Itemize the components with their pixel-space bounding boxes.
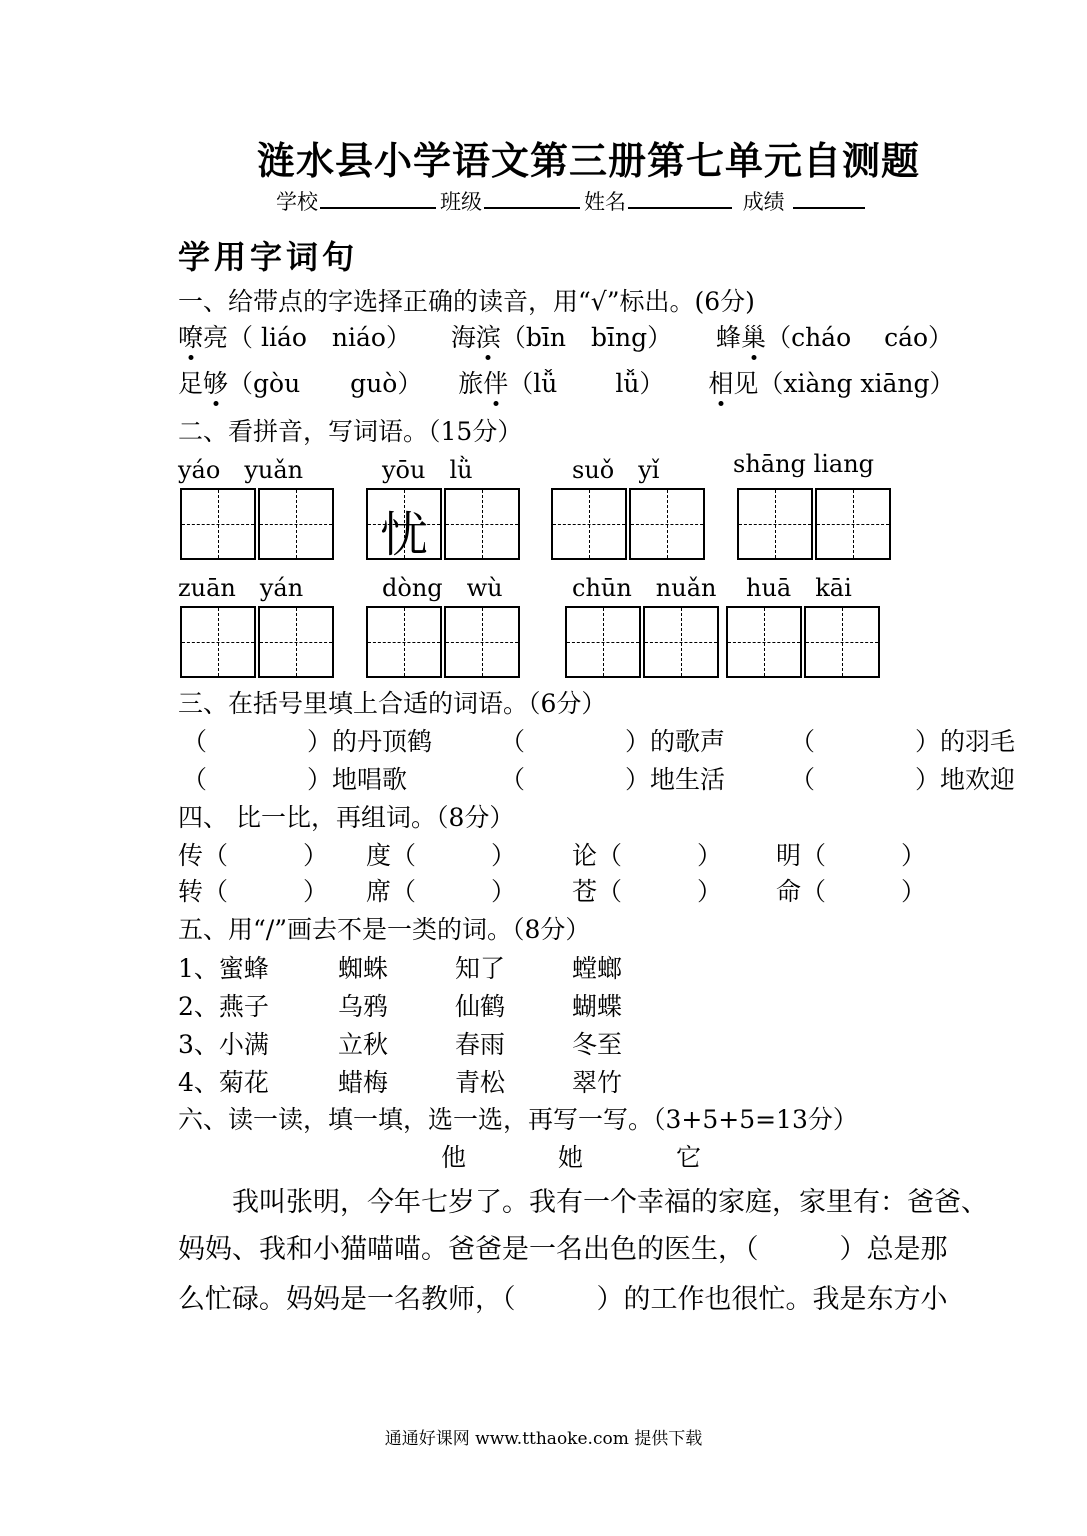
q2-row2: [0, 568, 1087, 678]
writing-cell[interactable]: [258, 488, 334, 560]
q6-heading: 六、读一读，填一填，选一选，再写一写。（3+5+5=13分）: [178, 1105, 858, 1134]
q5-word[interactable]: 青松: [455, 1068, 506, 1097]
pinyin-label: huā kāi: [746, 574, 852, 602]
writing-grid: [565, 606, 721, 678]
q5-word[interactable]: 2、燕子: [178, 992, 269, 1021]
q1-item: 足够（gòu guò）: [178, 369, 423, 398]
pinyin-label: yōu lǜ: [382, 456, 473, 484]
q5-word[interactable]: 知了: [455, 954, 506, 983]
q3-heading: 三、在括号里填上合适的词语。（6分）: [178, 689, 607, 718]
q2-row1: [0, 450, 1087, 563]
q5-word[interactable]: 3、小满: [178, 1030, 269, 1059]
q5-word[interactable]: 冬至: [572, 1030, 623, 1059]
section-heading: 学用字词句: [178, 238, 359, 276]
writing-cell[interactable]: [629, 488, 705, 560]
writing-cell[interactable]: [815, 488, 891, 560]
page-title: 涟水县小学语文第三册第七单元自测题: [256, 138, 920, 183]
pinyin-label: zuān yán: [178, 574, 304, 602]
q5-word[interactable]: 立秋: [338, 1030, 389, 1059]
footer-source: 通通好课网 www.tthaoke.com 提供下载: [384, 1429, 703, 1449]
school-label: 学校: [276, 190, 318, 214]
q4-item: 命（ ）: [776, 877, 927, 906]
q5-word[interactable]: 乌鸦: [338, 992, 389, 1021]
q1-row2: [178, 364, 955, 400]
q3-item: （ ）地生活: [500, 765, 726, 794]
writing-grid: [726, 606, 882, 678]
class-label: 班级: [440, 190, 482, 214]
pronoun-option: 他: [441, 1143, 467, 1172]
pinyin-label: dòng wù: [382, 574, 503, 602]
writing-cell[interactable]: [643, 606, 719, 678]
name-label: 姓名: [584, 190, 626, 214]
writing-cell[interactable]: [180, 606, 256, 678]
writing-cell[interactable]: [366, 606, 442, 678]
q4-item: 席（ ）: [366, 877, 517, 906]
q5-word[interactable]: 蜘蛛: [338, 954, 389, 983]
q5-word[interactable]: 螳螂: [572, 954, 623, 983]
q5-word[interactable]: 仙鹤: [455, 992, 506, 1021]
q5-word[interactable]: 蜡梅: [338, 1068, 389, 1097]
writing-cell[interactable]: [444, 606, 520, 678]
writing-cell[interactable]: [444, 488, 520, 560]
score-blank: [793, 189, 865, 209]
q1-item: 蜂巢（cháo cáo）: [716, 323, 954, 352]
pinyin-label: suǒ yǐ: [572, 456, 660, 484]
writing-grid: [551, 488, 707, 560]
pinyin-label: shāng liang: [733, 450, 875, 478]
class-blank: [484, 189, 580, 209]
q1-item: 嘹亮（ liáo niáo）: [178, 323, 411, 352]
q4-item: 明（ ）: [776, 841, 927, 870]
q4-item: 转（ ）: [178, 877, 329, 906]
pinyin-label: yáo yuǎn: [178, 456, 304, 484]
q5-word[interactable]: 4、菊花: [178, 1068, 269, 1097]
writing-cell[interactable]: 忧: [366, 488, 442, 560]
name-blank: [628, 189, 732, 209]
writing-grid: [366, 606, 522, 678]
writing-cell[interactable]: [726, 606, 802, 678]
q1-heading: 一、给带点的字选择正确的读音，用“√”标出。(6分): [178, 287, 755, 316]
q3-item: （ ）地欢迎: [790, 765, 1016, 794]
passage-line: 妈妈、我和小猫喵喵。爸爸是一名出色的医生，（ ）总是那: [178, 1234, 948, 1265]
writing-cell[interactable]: [565, 606, 641, 678]
q5-word[interactable]: 翠竹: [572, 1068, 623, 1097]
writing-cell[interactable]: [180, 488, 256, 560]
q1-item: 相见（xiàng xiāng）: [708, 369, 955, 398]
school-blank: [320, 189, 436, 209]
q3-item: （ ）的歌声: [500, 727, 726, 756]
pronoun-option: 她: [558, 1143, 584, 1172]
q1-row1: [178, 318, 953, 354]
writing-grid: [180, 488, 336, 560]
q4-item: 度（ ）: [366, 841, 517, 870]
q1-item: 旅伴（lǚ lǚ）: [458, 369, 665, 398]
q4-item: 传（ ）: [178, 841, 329, 870]
q3-item: （ ）的丹顶鹤: [182, 727, 433, 756]
writing-cell[interactable]: [551, 488, 627, 560]
passage-line: 么忙碌。妈妈是一名教师，（ ）的工作也很忙。我是东方小: [178, 1284, 948, 1315]
q5-word[interactable]: 春雨: [455, 1030, 506, 1059]
writing-grid: [737, 488, 893, 560]
passage-line: 我叫张明，今年七岁了。我有一个幸福的家庭，家里有：爸爸、: [178, 1187, 988, 1218]
q5-heading: 五、用“/”画去不是一类的词。（8分）: [178, 915, 591, 944]
q3-item: （ ）的羽毛: [790, 727, 1016, 756]
writing-cell[interactable]: [804, 606, 880, 678]
writing-cell[interactable]: [258, 606, 334, 678]
q4-heading: 四、 比一比，再组词。（8分）: [178, 803, 515, 832]
student-info-line: [276, 186, 869, 216]
q3-item: （ ）地唱歌: [182, 765, 408, 794]
writing-grid: [366, 488, 522, 563]
score-label: 成绩: [742, 190, 785, 214]
q2-heading: 二、看拼音，写词语。（15分）: [178, 417, 523, 446]
writing-grid: [180, 606, 336, 678]
q5-word[interactable]: 蝴蝶: [572, 992, 623, 1021]
writing-cell[interactable]: [737, 488, 813, 560]
pronoun-option: 它: [676, 1143, 702, 1172]
q4-item: 论（ ）: [572, 841, 723, 870]
q5-word[interactable]: 1、蜜蜂: [178, 954, 269, 983]
q1-item: 海滨（bīn bīng）: [450, 323, 673, 352]
q4-item: 苍（ ）: [572, 877, 723, 906]
pinyin-label: chūn nuǎn: [572, 574, 717, 602]
